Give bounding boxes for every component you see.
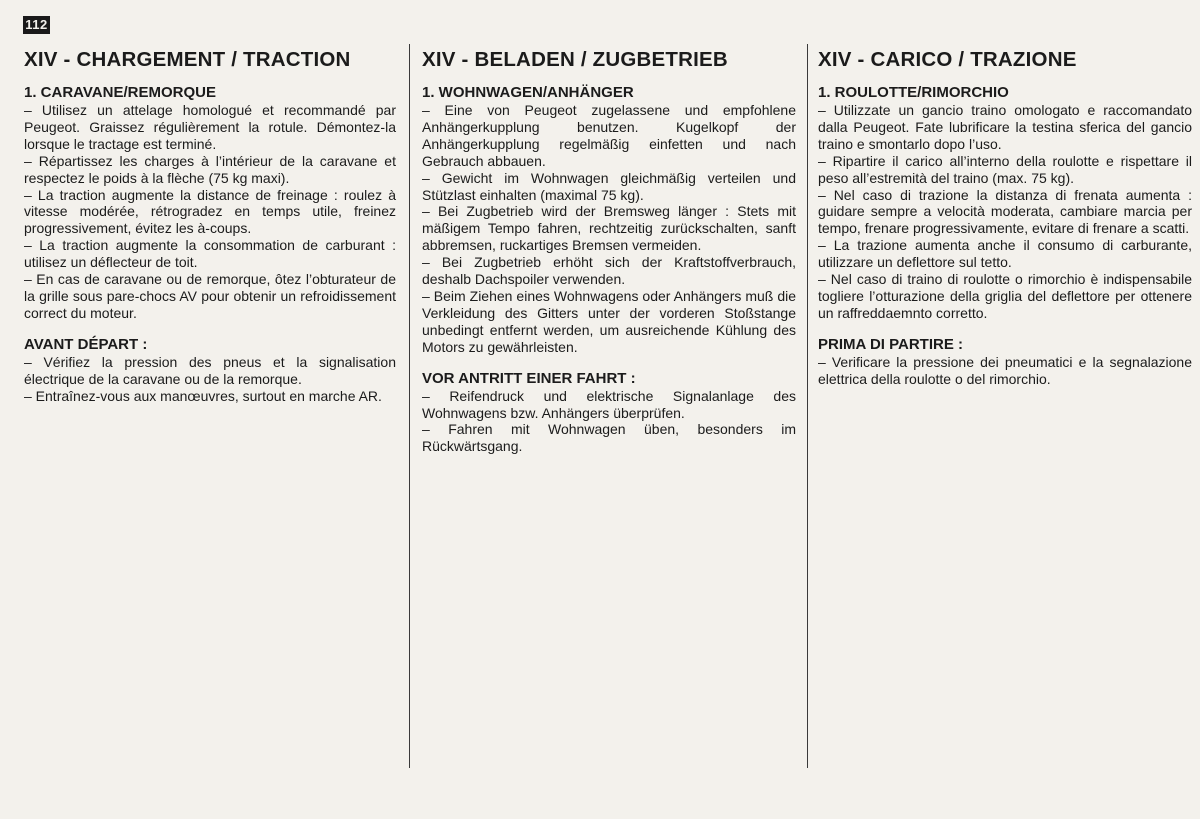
paragraph: – Eine von Peugeot zugelassene und empfohlene Anhängerkupplung benutzen. Kugelkopf der Anhängerkupplung regelmäßig einfetten und nach Gebrauch abbauen. (422, 102, 796, 169)
column-divider (807, 44, 808, 768)
paragraph: – Nel caso di traino di roulotte o rimorchio è indispensabile togliere l’otturazione della griglia del deflettore per ottenere un raffreddaemnto corretto. (818, 271, 1192, 321)
paragraph: – Gewicht im Wohnwagen gleichmäßig verteilen und Stützlast einhalten (maximal 75 kg). (422, 169, 796, 203)
paragraph: – Nel caso di trazione la distanza di frenata aumenta : guidare sempre a velocità moderata, cambiare marcia per tempo, frenare progressivamente, evitare di frenare a scatti. (818, 186, 1192, 237)
sub-heading: AVANT DÉPART : (24, 335, 148, 353)
paragraph: – La trazione aumenta anche il consumo di carburante, utilizzare un deflettore sul tetto. (818, 237, 1192, 271)
paragraph: – Répartissez les charges à l’intérieur de la caravane et respectez le poids à la flèche (75 kg maxi). (24, 152, 396, 186)
chapter-title: XIV - CARICO / TRAZIONE (818, 48, 1077, 71)
paragraph: – Utilizzate un gancio traino omologato e raccomandato dalla Peugeot. Fate lubrificare la testina sferica del gancio traino e smontarlo dopo l’uso. (818, 102, 1192, 152)
sub-heading: PRIMA DI PARTIRE : (818, 335, 963, 353)
paragraph: – Reifendruck und elektrische Signalanlage des Wohnwagens bzw. Anhängers überprüfen. (422, 387, 796, 421)
paragraph: – Utilisez un attelage homologué et recommandé par Peugeot. Graissez régulièrement la rotule. Démontez-la lorsque le tractage est terminé. (24, 102, 396, 152)
paragraph: – Ripartire il carico all’interno della roulotte e rispettare il peso all’estremità del traino (max. 75 kg). (818, 152, 1192, 186)
sub-heading: VOR ANTRITT EINER FAHRT : (422, 369, 636, 387)
page-number-badge: 112 (23, 16, 50, 34)
paragraph: – Beim Ziehen eines Wohnwagens oder Anhängers muß die Verkleidung des Gitters unter der vorderen Stoßstange unbedingt entfernt werden, um ausreichende Kühlung des Motors zu gewährleisten. (422, 287, 796, 355)
section-heading: 1. WOHNWAGEN/ANHÄNGER (422, 84, 634, 101)
paragraph: – En cas de caravane ou de remorque, ôtez l’obturateur de la grille sous pare-chocs AV pour obtenir un refroidissement correct du moteur. (24, 271, 396, 321)
column-italian (818, 40, 1192, 388)
section-heading: 1. ROULOTTE/RIMORCHIO (818, 84, 1009, 101)
section-heading: 1. CARAVANE/REMORQUE (24, 84, 216, 101)
chapter-title: XIV - BELADEN / ZUGBETRIEB (422, 48, 728, 71)
chapter-title: XIV - CHARGEMENT / TRACTION (24, 48, 351, 71)
column-divider (409, 44, 410, 768)
column-german (422, 40, 796, 455)
paragraph: – Bei Zugbetrieb erhöht sich der Kraftstoffverbrauch, deshalb Dachspoiler verwenden. (422, 254, 796, 288)
paragraph: – Bei Zugbetrieb wird der Bremsweg länger : Stets mit mäßigem Tempo fahren, rechtzeitig zurückschalten, sanft abbremsen, ruckartiges Bremsen vermeiden. (422, 203, 796, 254)
column-french (24, 40, 396, 405)
paragraph: – La traction augmente la distance de freinage : roulez à vitesse modérée, rétrogradez en temps utile, freinez progressivement, évitez les à-coups. (24, 186, 396, 237)
paragraph: – Entraînez-vous aux manœuvres, surtout en marche AR. (24, 387, 382, 404)
paragraph: – Fahren mit Wohnwagen üben, besonders im Rückwärtsgang. (422, 421, 796, 455)
paragraph: – Vérifiez la pression des pneus et la signalisation électrique de la caravane ou de la remorque. (24, 353, 396, 387)
paragraph: – Verificare la pressione dei pneumatici e la segnalazione elettrica della roulotte o del rimorchio. (818, 353, 1192, 387)
paragraph: – La traction augmente la consommation de carburant : utilisez un déflecteur de toit. (24, 237, 396, 271)
